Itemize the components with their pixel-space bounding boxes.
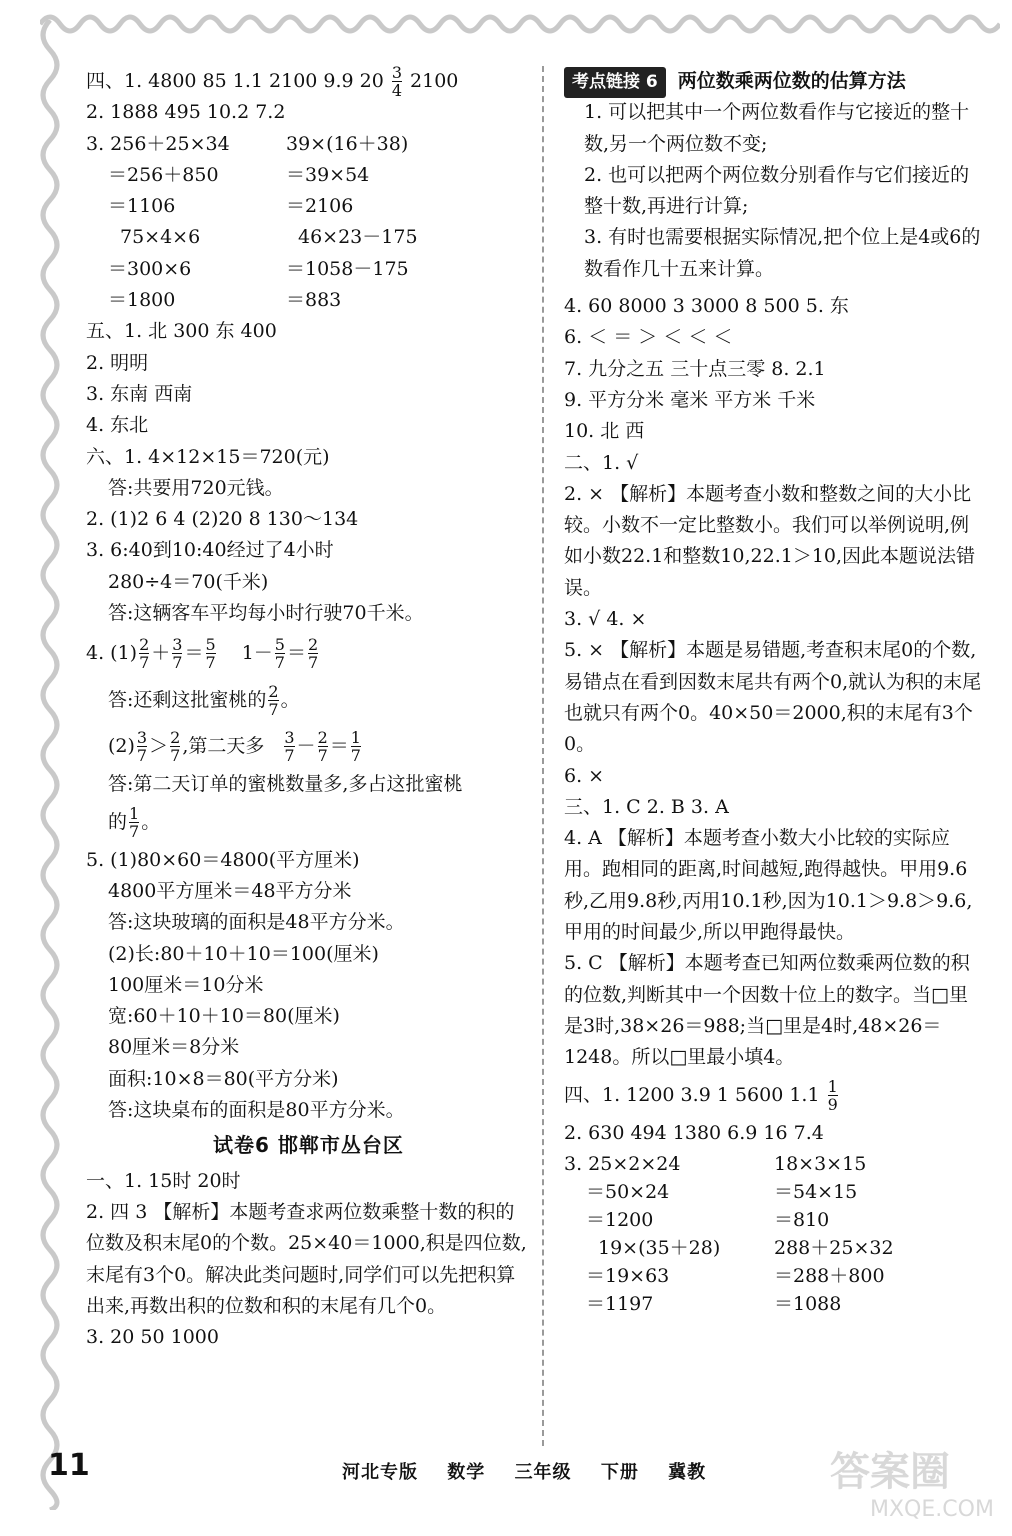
calc-row bbox=[564, 1261, 984, 1289]
numerator: 1 bbox=[129, 804, 140, 824]
calc-row bbox=[86, 160, 531, 191]
operator: ＝ bbox=[184, 641, 204, 664]
denominator: 7 bbox=[172, 652, 183, 672]
method-item: 3. 有时也需要根据实际情况,把个位上是4或6的数看作几十五来计算。 bbox=[584, 226, 981, 280]
watermark-logo-text: 答案圈 bbox=[830, 1449, 950, 1495]
calc-cell: ＝1058－175 bbox=[286, 257, 409, 280]
answer-text: 四、1. 1200 3.9 1 5600 1.1 bbox=[564, 1083, 820, 1106]
calc-row bbox=[564, 1177, 984, 1205]
answer-line: 答:这块玻璃的面积是48平方分米。 bbox=[108, 911, 405, 934]
answer-line: 答:第二天订单的蜜桃数量多,多占这批蜜桃 bbox=[108, 773, 463, 796]
denominator: 7 bbox=[350, 745, 361, 765]
calc-cell: ＝54×15 bbox=[774, 1180, 858, 1203]
numerator: 2 bbox=[170, 727, 181, 747]
answer-line: 4. 60 8000 3 3000 8 500 5. 东 bbox=[564, 295, 849, 318]
answer-line: 宽:60＋10＋10＝80(厘米) bbox=[108, 1005, 340, 1028]
calc-cell: 19×(35＋28) bbox=[598, 1236, 721, 1259]
calc-cell: 39×(16＋38) bbox=[286, 132, 409, 155]
watermark-url: MXQE.COM bbox=[870, 1497, 994, 1522]
answer-line: 6. × bbox=[564, 764, 605, 787]
fraction bbox=[137, 729, 147, 764]
answer-line: 2. (1)2 6 4 (2)20 8 130～134 bbox=[86, 508, 359, 531]
knowledge-link-title: 两位数乘两位数的估算方法 bbox=[677, 70, 906, 92]
operator: － bbox=[296, 734, 316, 757]
denominator: 7 bbox=[136, 745, 148, 765]
answer-line: 7. 九分之五 三十点三零 8. 2.1 bbox=[564, 357, 826, 380]
calc-row bbox=[564, 1149, 984, 1177]
fraction-answer-row bbox=[86, 677, 531, 723]
operator: ＋ bbox=[151, 641, 171, 664]
analysis-paragraph: 5. × 【解析】本题是易错题,考查积末尾0的个数,易错点在看到因数末尾共有两个0,就认为积的末尾也就只有两个0。40×50＝2000,积的末尾有3个0。 bbox=[564, 639, 982, 756]
calc-cell: ＝1197 bbox=[586, 1292, 654, 1315]
calc-cell: 3. 256＋25×34 bbox=[86, 132, 230, 155]
footer-publisher: 冀教 bbox=[668, 1462, 707, 1483]
answer-line: 80厘米＝8分米 bbox=[108, 1036, 240, 1059]
answer-line: 一、1. 15时 20时 bbox=[86, 1169, 241, 1192]
denominator: 7 bbox=[205, 652, 216, 672]
calc-cell: 75×4×6 bbox=[120, 226, 201, 249]
numerator: 3 bbox=[172, 634, 183, 654]
calc-row bbox=[86, 129, 531, 160]
calc-cell: ＝883 bbox=[286, 289, 342, 312]
calc-cell: ＝256＋850 bbox=[108, 163, 219, 186]
answer-line: 答:这块桌布的面积是80平方分米。 bbox=[108, 1099, 405, 1122]
answer-line: 二、1. √ bbox=[564, 451, 639, 474]
answer-text: 2100 bbox=[410, 70, 459, 92]
section-title: 试卷6 邯郸市丛台区 bbox=[213, 1133, 404, 1158]
calc-cell: 18×3×15 bbox=[774, 1152, 867, 1175]
calc-cell: ＝1088 bbox=[774, 1292, 842, 1315]
numerator: 3 bbox=[136, 727, 148, 747]
calc-row bbox=[86, 285, 531, 316]
answer-line: 六、1. 4×12×15＝720(元) bbox=[86, 445, 330, 468]
answer-line: 五、1. 北 300 东 400 bbox=[86, 320, 277, 343]
calc-cell: ＝810 bbox=[774, 1208, 830, 1231]
page-number: 11 bbox=[48, 1448, 90, 1483]
calc-cell: ＝1106 bbox=[108, 195, 176, 218]
answer-line: 9. 平方分米 毫米 平方米 千米 bbox=[564, 388, 816, 411]
calc-cell: ＝288＋800 bbox=[774, 1264, 885, 1287]
page-border-left bbox=[30, 20, 70, 1510]
answer-line: 6. ＜ ＝ ＞ ＜ ＜ ＜ bbox=[564, 326, 733, 349]
numerator: 2 bbox=[139, 634, 150, 654]
analysis-paragraph: 2. × 【解析】本题考查小数和整数之间的大小比较。小数不一定比整数小。我们可以举例说明,例如小数22.1和整数10,22.1＞10,因此本题说法错误。 bbox=[564, 482, 976, 599]
denominator: 7 bbox=[170, 745, 181, 765]
method-item: 1. 可以把其中一个两位数看作与它接近的整十数,另一个两位数不变; bbox=[584, 101, 970, 155]
fraction bbox=[828, 1078, 838, 1113]
numerator: 5 bbox=[205, 634, 216, 654]
answer-line: 2. 明明 bbox=[86, 351, 149, 374]
answer-text: (2) bbox=[108, 734, 135, 757]
calc-row bbox=[86, 191, 531, 222]
calc-row bbox=[86, 222, 531, 253]
answer-line: 3. 6:40到10:40经过了4小时 bbox=[86, 539, 334, 562]
answer-line: 4. 东北 bbox=[86, 414, 149, 437]
answer-line: 2. 1888 495 10.2 7.2 bbox=[86, 101, 286, 124]
fraction bbox=[170, 729, 180, 764]
numerator: 2 bbox=[317, 727, 328, 747]
fraction-answer-row bbox=[86, 801, 531, 845]
footer-grade: 三年级 bbox=[514, 1462, 572, 1483]
denominator: 7 bbox=[268, 699, 279, 719]
calc-cell: ＝1800 bbox=[108, 289, 176, 312]
footer-edition: 河北专版 bbox=[342, 1462, 418, 1483]
answer-text: 4. (1) bbox=[86, 641, 138, 664]
answer-line: 5. (1)80×60＝4800(平方厘米) bbox=[86, 848, 360, 871]
knowledge-link-tag: 考点链接 6 bbox=[564, 67, 666, 98]
fraction-equation-row bbox=[86, 723, 531, 769]
denominator: 7 bbox=[317, 745, 328, 765]
denominator: 7 bbox=[284, 745, 295, 765]
calc-cell: 288＋25×32 bbox=[774, 1236, 894, 1259]
answer-text: 答:还剩这批蜜桃的 bbox=[108, 688, 267, 711]
operator: ＞ bbox=[149, 734, 169, 757]
calc-cell: ＝19×63 bbox=[586, 1264, 670, 1287]
denominator: 7 bbox=[308, 652, 319, 672]
answer-text: 四、1. 4800 85 1.1 2100 9.9 20 bbox=[86, 70, 384, 92]
calc-row bbox=[564, 1233, 984, 1261]
fraction bbox=[129, 805, 139, 840]
left-column bbox=[86, 63, 531, 1353]
fraction bbox=[392, 64, 402, 99]
answer-text: 的 bbox=[108, 810, 128, 833]
calc-row bbox=[564, 1289, 984, 1317]
answer-line: 2. 630 494 1380 6.9 16 7.4 bbox=[564, 1121, 824, 1144]
answer-text: 。 bbox=[280, 688, 300, 711]
denominator: 9 bbox=[827, 1095, 838, 1114]
operator: ＝ bbox=[286, 641, 306, 664]
calc-row bbox=[86, 254, 531, 285]
numerator: 5 bbox=[274, 634, 285, 654]
calc-cell: ＝50×24 bbox=[586, 1180, 670, 1203]
answer-line: 3. √ 4. × bbox=[564, 608, 647, 631]
analysis-paragraph: 5. C 【解析】本题考查已知两位数乘两位数的积的位数,判断其中一个因数十位上的数字。当□里是3时,38×26＝988;当□里是4时,48×26＝1248。所以□里最小填4。 bbox=[564, 952, 970, 1069]
calc-cell: ＝2106 bbox=[286, 195, 354, 218]
calc-cell: 3. 25×2×24 bbox=[564, 1152, 681, 1175]
analysis-paragraph: 4. A 【解析】本题考查小数大小比较的实际应用。跑相同的距离,时间越短,跑得越快。甲用9.6秒,乙用9.8秒,丙用10.1秒,因为10.1＞9.8＞9.6,甲用的时间最少,所以甲跑得最快。 bbox=[564, 827, 973, 944]
operand: 1 bbox=[241, 641, 254, 664]
numerator: 3 bbox=[284, 727, 295, 747]
numerator: 2 bbox=[268, 681, 279, 701]
operator: ＝ bbox=[329, 734, 349, 757]
fraction bbox=[308, 636, 318, 671]
numerator: 3 bbox=[391, 63, 403, 83]
answer-line: 3. 20 50 1000 bbox=[86, 1326, 219, 1349]
operator: － bbox=[253, 641, 273, 664]
numerator: 1 bbox=[827, 1077, 838, 1096]
answer-line bbox=[86, 63, 531, 101]
calc-cell: ＝39×54 bbox=[286, 163, 370, 186]
calc-cell: ＝1200 bbox=[586, 1208, 654, 1231]
denominator: 7 bbox=[274, 652, 285, 672]
denominator: 7 bbox=[139, 652, 150, 672]
answer-line: 答:这辆客车平均每小时行驶70千米。 bbox=[108, 602, 424, 625]
fraction bbox=[139, 636, 149, 671]
knowledge-link-header bbox=[564, 66, 984, 97]
answer-line bbox=[564, 1074, 984, 1118]
fraction bbox=[351, 729, 361, 764]
fraction bbox=[318, 729, 328, 764]
column-divider bbox=[542, 66, 544, 1446]
calc-cell: 46×23－175 bbox=[298, 226, 418, 249]
answer-line: 3. 东南 西南 bbox=[86, 382, 193, 405]
calc-row bbox=[564, 1205, 984, 1233]
answer-line: 4800平方厘米＝48平方分米 bbox=[108, 879, 352, 902]
answer-line: (2)长:80＋10＋10＝100(厘米) bbox=[108, 942, 379, 965]
right-column bbox=[564, 66, 984, 1317]
fraction bbox=[268, 683, 278, 718]
fraction bbox=[206, 636, 216, 671]
footer-info bbox=[342, 1458, 728, 1484]
fraction bbox=[284, 729, 294, 764]
answer-text: 。 bbox=[141, 810, 161, 833]
fraction bbox=[275, 636, 285, 671]
answer-line: 10. 北 西 bbox=[564, 420, 645, 443]
method-item: 2. 也可以把两个两位数分别看作与它们接近的整十数,再进行计算; bbox=[584, 163, 970, 218]
numerator: 1 bbox=[350, 727, 361, 747]
fraction-equation-row bbox=[86, 629, 531, 677]
numerator: 2 bbox=[308, 634, 319, 654]
page-border-top bbox=[40, 6, 1000, 42]
answer-line: 答:共要用720元钱。 bbox=[108, 476, 284, 499]
denominator: 7 bbox=[129, 822, 140, 842]
answer-line: 100厘米＝10分米 bbox=[108, 973, 264, 996]
site-watermark bbox=[830, 1440, 994, 1522]
calc-cell: ＝300×6 bbox=[108, 257, 192, 280]
answer-text: ,第二天多 bbox=[182, 734, 265, 757]
analysis-paragraph: 2. 四 3 【解析】本题考查求两位数乘整十数的积的位数及积末尾0的个数。25×40＝1000,积是四位数,末尾有3个0。解决此类问题时,同学们可以先把积算出来,再数出积的位数和积的末尾有几个0。 bbox=[86, 1200, 527, 1317]
fraction bbox=[172, 636, 182, 671]
footer-subject: 数学 bbox=[447, 1462, 486, 1483]
answer-line: 三、1. C 2. B 3. A bbox=[564, 795, 729, 818]
denominator: 4 bbox=[391, 81, 403, 101]
answer-line: 280÷4＝70(千米) bbox=[108, 570, 269, 593]
answer-line: 面积:10×8＝80(平方分米) bbox=[108, 1067, 339, 1090]
footer-volume: 下册 bbox=[600, 1462, 639, 1483]
